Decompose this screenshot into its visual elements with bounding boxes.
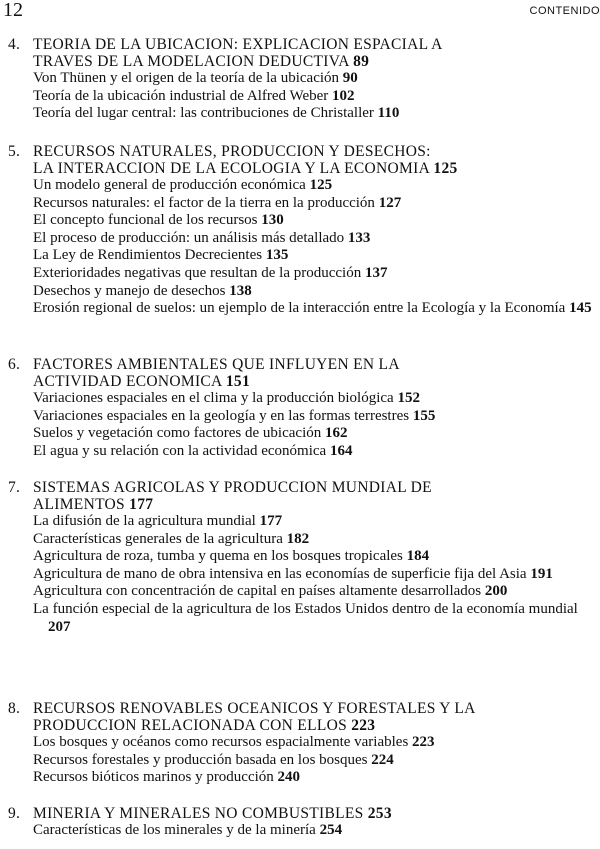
toc-entry: Los bosques y océanos como recursos espacialmente variables 223 <box>33 734 435 750</box>
chapter-title-line: RECURSOS RENOVABLES OCEANICOS Y FORESTALES Y LA <box>33 700 476 717</box>
chapter-title <box>8 700 598 734</box>
chapter-number: 9. <box>8 805 21 822</box>
chapter-number: 8. <box>8 700 21 717</box>
entry-page: 137 <box>364 264 388 281</box>
chapter-title-line: PRODUCCION RELACIONADA CON ELLOS <box>33 717 348 734</box>
entry-page: 125 <box>309 177 333 193</box>
toc-entry: Variaciones espaciales en el clima y la producción biológica 152 <box>33 390 420 406</box>
toc-entry: Recursos naturales: el factor de la tierra en la producción 127 <box>33 194 402 211</box>
toc-entry: El agua y su relación con la actividad económica 164 <box>33 442 353 459</box>
entry-page: 130 <box>261 212 284 229</box>
toc-entry: Un modelo general de producción económica 125 <box>33 177 333 193</box>
chapter-page: 223 <box>351 717 376 734</box>
entry-page: 145 <box>569 300 592 317</box>
running-head: CONTENIDO <box>529 5 600 17</box>
entry-page: 127 <box>378 194 402 211</box>
chapter-title <box>8 479 598 513</box>
chapter-title-line: SISTEMAS AGRICOLAS Y PRODUCCION MUNDIAL DE <box>33 479 432 496</box>
toc-entry: Exterioridades negativas que resultan de la producción 137 <box>33 264 388 281</box>
toc-entry: Características generales de la agricultura 182 <box>33 530 310 547</box>
chapter-number: 7. <box>8 479 21 496</box>
entry-page: 184 <box>406 548 430 565</box>
entry-page: 177 <box>259 513 283 529</box>
chapter-title-line: ACTIVIDAD ECONOMICA <box>33 373 222 390</box>
chapter-7 <box>8 479 598 636</box>
chapter-number: 4. <box>8 36 21 53</box>
chapter-page: 177 <box>129 496 154 513</box>
entry-page: 224 <box>371 751 394 768</box>
chapter-page: 125 <box>433 160 458 177</box>
chapter-title-line: TRAVES DE LA MODELACION DEDUCTIVA <box>33 53 349 70</box>
chapter-title-line: FACTORES AMBIENTALES QUE INFLUYEN EN LA <box>33 356 400 373</box>
entry-page: 133 <box>347 229 371 246</box>
chapter-title-line: MINERIA Y MINERALES NO COMBUSTIBLES <box>33 805 364 822</box>
toc-entry: Recursos forestales y producción basada en los bosques 224 <box>33 751 394 768</box>
toc-entry: Teoría de la ubicación industrial de Alfred Weber 102 <box>33 87 355 104</box>
entry-page: 138 <box>229 282 252 299</box>
entry-page: 254 <box>319 822 343 838</box>
chapter-title <box>8 356 598 390</box>
chapter-8 <box>8 700 598 787</box>
toc-entry: Teoría del lugar central: las contribuciones de Christaller 110 <box>33 105 400 122</box>
toc-entry: Agricultura de roza, tumba y quema en los bosques tropicales 184 <box>33 548 430 565</box>
entry-page: 110 <box>377 105 400 122</box>
entry-page: 164 <box>329 442 353 459</box>
chapter-6 <box>8 356 598 460</box>
chapter-page: 89 <box>353 53 370 70</box>
chapter-number: 5. <box>8 143 21 160</box>
chapter-page: 151 <box>225 373 251 390</box>
toc-entry: Recursos bióticos marinos y producción 240 <box>33 769 301 786</box>
toc-entry: Agricultura de mano de obra intensiva en las economías de superficie fija del Asia 191 <box>33 565 553 582</box>
entry-page: 90 <box>342 70 358 86</box>
entry-page: 240 <box>277 769 301 786</box>
entry-page: 155 <box>412 407 436 424</box>
toc-entry: Agricultura con concentración de capital en países altamente desarrollados 200 <box>33 583 508 600</box>
chapter-title <box>8 805 598 822</box>
entry-page: 182 <box>286 530 310 547</box>
chapter-title-line: RECURSOS NATURALES, PRODUCCION Y DESECHOS: <box>33 143 431 160</box>
chapter-number: 6. <box>8 356 21 373</box>
chapter-title-line: TEORIA DE LA UBICACION: EXPLICACION ESPACIAL A <box>33 36 443 53</box>
entry-page: 135 <box>265 247 289 264</box>
toc-entry: Erosión regional de suelos: un ejemplo de la interacción entre la Ecología y la Economía 145 <box>33 300 592 317</box>
toc-entry: Suelos y vegetación como factores de ubicación 162 <box>33 425 348 442</box>
chapter-title-line: LA INTERACCION DE LA ECOLOGIA Y LA ECONOMIA <box>33 160 430 177</box>
entry-page: 191 <box>530 565 553 582</box>
chapter-5 <box>8 143 598 318</box>
entry-page: 207 <box>48 618 71 635</box>
chapter-title <box>8 36 598 70</box>
entry-page: 162 <box>324 425 348 442</box>
chapter-title-line: ALIMENTOS <box>33 496 125 513</box>
toc-entry: La Ley de Rendimientos Decrecientes 135 <box>33 247 289 264</box>
toc-entry: El proceso de producción: un análisis más detallado 133 <box>33 229 371 246</box>
entry-page: 223 <box>412 734 435 750</box>
chapter-title <box>8 143 598 177</box>
entry-page: 200 <box>484 583 508 600</box>
chapter-page: 253 <box>367 805 392 822</box>
toc-entry: Von Thünen y el origen de la teoría de la ubicación 90 <box>33 70 358 86</box>
toc-entry: Características de los minerales y de la minería 254 <box>33 822 343 838</box>
chapter-9 <box>8 805 598 840</box>
page-number: 12 <box>3 0 23 21</box>
chapter-4 <box>8 36 598 123</box>
entry-page: 102 <box>332 87 355 104</box>
toc-entry: Desechos y manejo de desechos 138 <box>33 282 252 299</box>
toc-entry: La difusión de la agricultura mundial 177 <box>33 513 283 529</box>
toc-entry: Variaciones espaciales en la geología y en las formas terrestres 155 <box>33 407 436 424</box>
toc-entry: El concepto funcional de los recursos 130 <box>33 212 284 229</box>
toc-entry: La función especial de la agricultura de los Estados Unidos dentro de la economía mundial 207 <box>33 600 578 635</box>
entry-page: 152 <box>397 390 420 406</box>
